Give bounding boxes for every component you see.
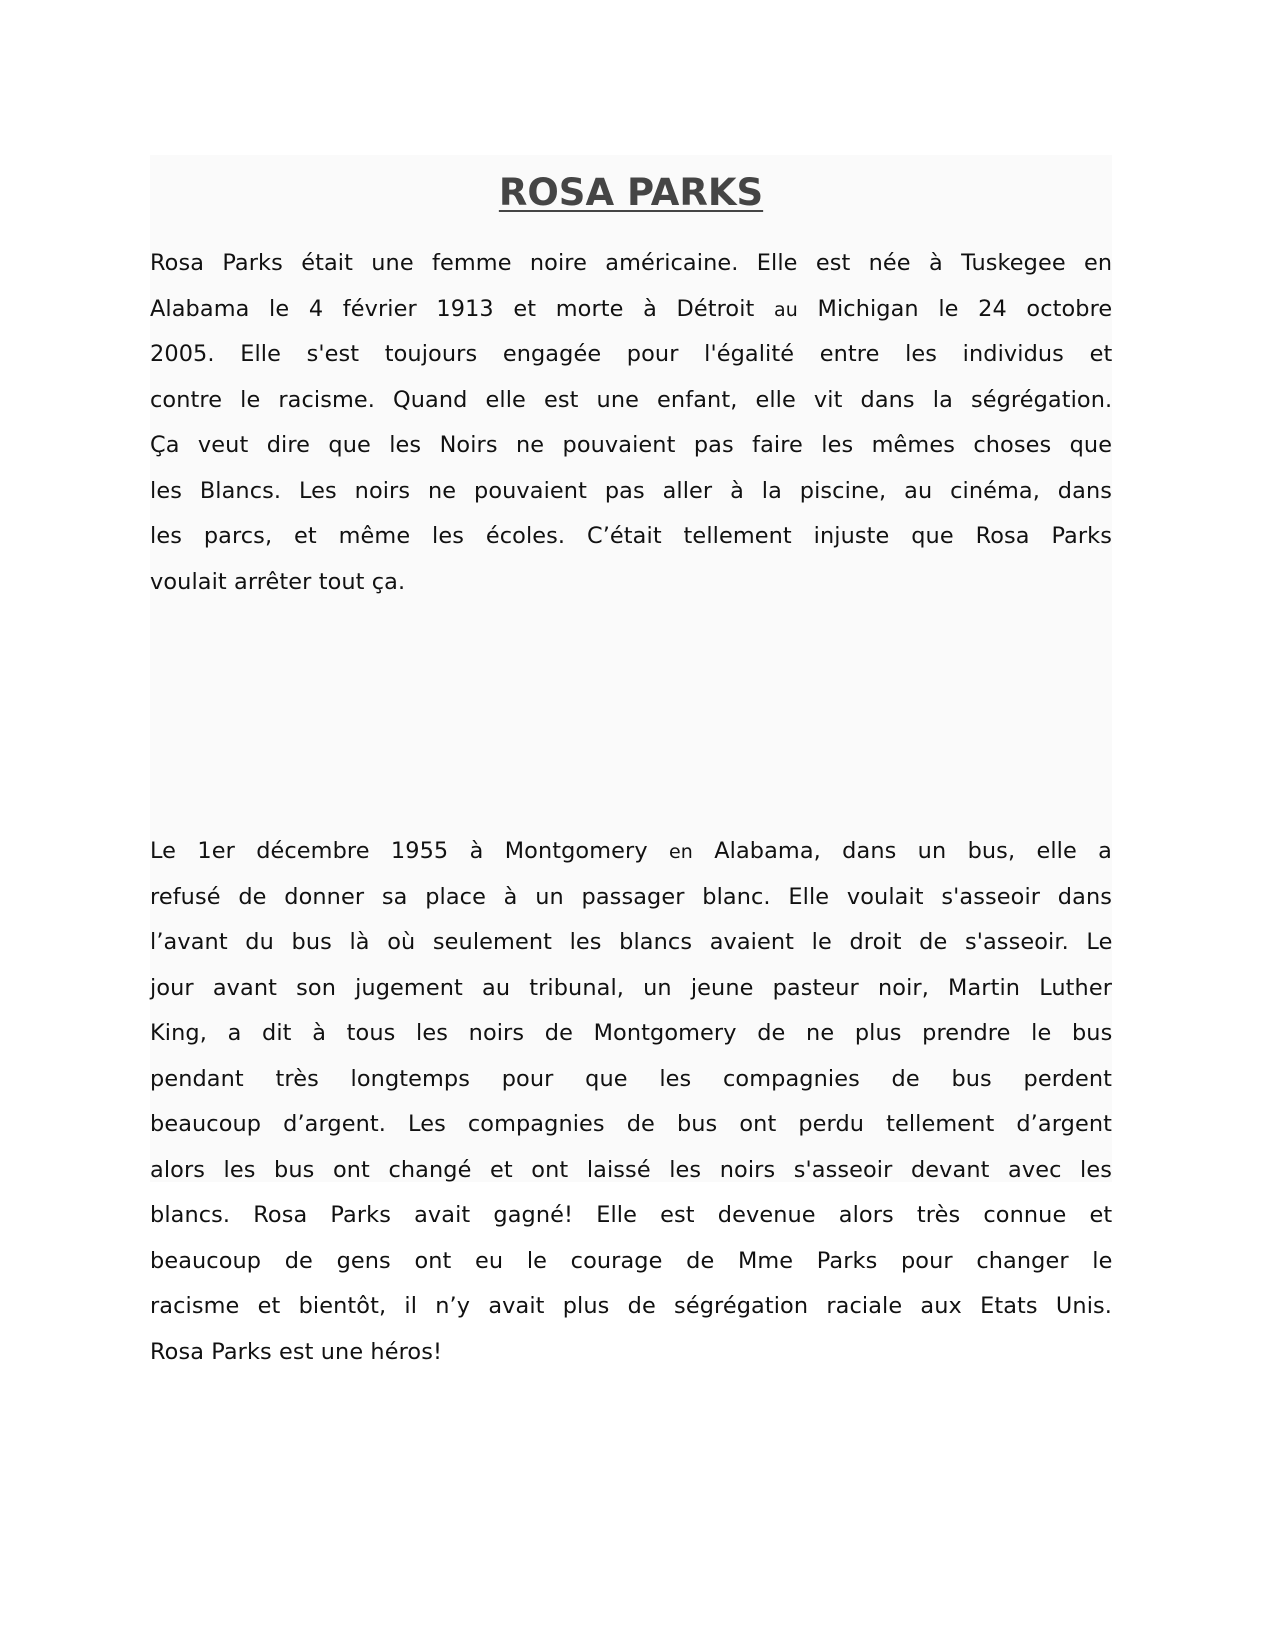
paragraph-line: Rosa Parks est une héros! bbox=[150, 1338, 443, 1365]
paragraph-line: voulait arrêter tout ça. bbox=[150, 568, 406, 595]
document-title-text: ROSA PARKS bbox=[498, 171, 764, 214]
line-text: Alabama, dans un bus, elle a bbox=[692, 838, 1112, 864]
paragraph-line: refusé de donner sa place à un passager blanc. Elle voulait s'asseoir dans bbox=[150, 883, 1112, 910]
document-page bbox=[150, 155, 1113, 1365]
paragraph-line: beaucoup d’argent. Les compagnies de bus ont perdu tellement d’argent bbox=[150, 1111, 1112, 1137]
line-text: Alabama le 4 février 1913 et morte à Détroit bbox=[150, 295, 775, 322]
paragraph-line: 2005. Elle s'est toujours engagée pour l'égalité entre les individus et bbox=[150, 341, 1113, 367]
paragraph-line: Rosa Parks était une femme noire américaine. Elle est née à Tuskegee en bbox=[150, 250, 1113, 276]
paragraph-line: l’avant du bus là où seulement les blancs avaient le droit de s'asseoir. Le bbox=[150, 929, 1113, 955]
line-text: Le 1er décembre 1955 à Montgomery bbox=[150, 838, 669, 864]
line-text-small: en bbox=[668, 841, 693, 863]
line-text-small: au bbox=[774, 298, 798, 321]
paragraph-line: blancs. Rosa Parks avait gagné! Elle est devenue alors très connue et bbox=[150, 1202, 1113, 1228]
paragraph-line bbox=[150, 287, 1112, 333]
paragraph-line: Ça veut dire que les Noirs ne pouvaient pas faire les mêmes choses que bbox=[150, 432, 1113, 458]
paragraph-line: les parcs, et même les écoles. C’était tellement injuste que Rosa Parks bbox=[150, 523, 1113, 549]
paragraph-line bbox=[150, 829, 1112, 875]
paragraph-line: pendant très longtemps pour que les compagnies de bus perdent bbox=[150, 1065, 1112, 1092]
paragraph-line: contre le racisme. Quand elle est une enfant, elle vit dans la ségrégation. bbox=[150, 386, 1113, 413]
paragraph-line: jour avant son jugement au tribunal, un jeune pasteur noir, Martin Luther bbox=[150, 974, 1113, 1001]
paragraph-line: les Blancs. Les noirs ne pouvaient pas aller à la piscine, au cinéma, dans bbox=[150, 477, 1112, 504]
paragraph-line: alors les bus ont changé et ont laissé les noirs s'asseoir devant avec les bbox=[150, 1156, 1112, 1183]
paragraph-line: beaucoup de gens ont eu le courage de Mme Parks pour changer le bbox=[150, 1247, 1113, 1274]
document-title bbox=[150, 171, 1112, 215]
paragraph-1 bbox=[150, 241, 1112, 605]
paragraph-2 bbox=[150, 829, 1112, 1375]
line-text: Michigan le 24 octobre bbox=[797, 295, 1113, 322]
paragraph-line: King, a dit à tous les noirs de Montgomery de ne plus prendre le bus bbox=[150, 1020, 1113, 1046]
paragraph-line: racisme et bientôt, il n’y avait plus de ségrégation raciale aux Etats Unis. bbox=[150, 1293, 1112, 1319]
